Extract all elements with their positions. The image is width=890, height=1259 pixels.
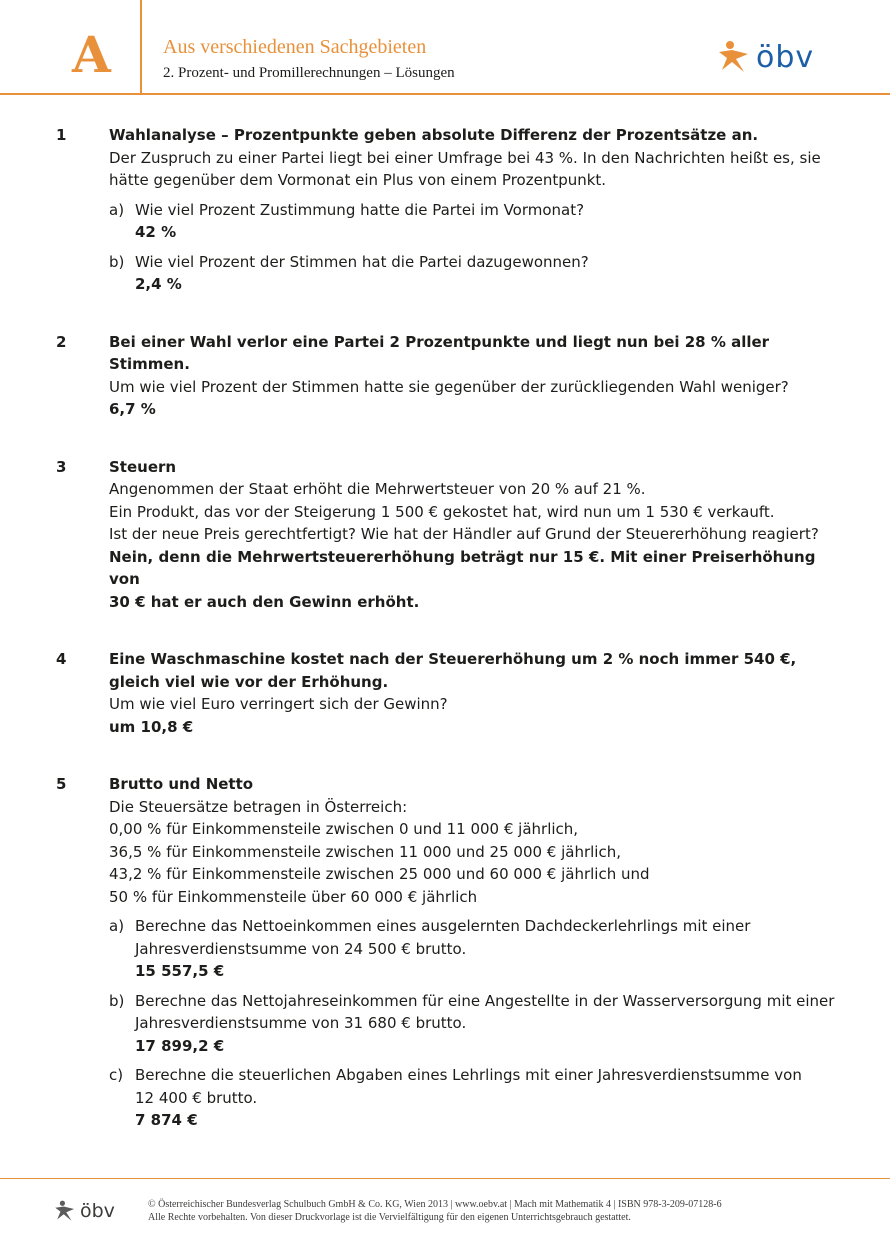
task-text-line: 50 % für Einkommensteile über 60 000 € jährlich (109, 887, 478, 906)
page-header (0, 0, 890, 95)
subtask-label: c) (109, 1066, 124, 1084)
subtask-answer: 2,4 % (135, 275, 182, 293)
task-text-line: Ein Produkt, das vor der Steigerung 1 500 € gekostet hat, wird nun um 1 530 € verkauft. (109, 502, 775, 521)
header-rule (0, 93, 890, 95)
task-text-line: hätte gegenüber dem Vormonat ein Plus von einem Prozentpunkt. (109, 171, 607, 189)
task-5 (0, 773, 890, 1132)
task-title-line: Eine Waschmaschine kostet nach der Steuererhöhung um 2 % noch immer 540 €, (109, 650, 797, 668)
subtask-question-line: Jahresverdienstsumme von 24 500 € brutto. (135, 939, 467, 958)
subtask-question-line: Berechne das Nettoeinkommen eines ausgelernten Dachdeckerlehrlings mit einer (135, 917, 751, 935)
task-3 (0, 456, 890, 614)
task-title: Bei einer Wahl verlor eine Partei 2 Prozentpunkte und liegt nun bei 28 % aller Stimmen. (109, 332, 770, 373)
footer-logo (54, 1200, 115, 1222)
chapter-title: Aus verschiedenen Sachgebieten (163, 36, 427, 58)
subtask-answer: 17 899,2 € (135, 1036, 225, 1055)
task-answer-line: 30 € hat er auch den Gewinn erhöht. (109, 592, 420, 611)
task-text-line: Die Steuersätze betragen in Österreich: (109, 797, 408, 816)
task-number: 4 (56, 650, 67, 668)
subtask-label: a) (109, 917, 125, 935)
task-number: 3 (56, 457, 67, 476)
subtask-b (109, 251, 839, 296)
task-question: Um wie viel Prozent der Stimmen hatte sie gegenüber der zurückliegenden Wahl weniger? (109, 377, 789, 396)
footer-logo-text: öbv (80, 1200, 115, 1222)
task-question: Um wie viel Euro verringert sich der Gewinn? (109, 695, 448, 713)
solutions-list (0, 120, 890, 1132)
task-number: 1 (56, 126, 67, 144)
task-title: Steuern (109, 457, 177, 476)
task-number: 2 (56, 332, 67, 351)
subtask-label: b) (109, 991, 125, 1010)
task-answer-line: Nein, denn die Mehrwertsteuererhöhung beträgt nur 15 €. Mit einer Preiserhöhung von (109, 547, 816, 588)
task-title-line: gleich viel wie vor der Erhöhung. (109, 672, 389, 691)
subtask-label: a) (109, 200, 125, 219)
chapter-letter: A (72, 25, 111, 84)
subtask-question-line: Jahresverdienstsumme von 31 680 € brutto. (135, 1014, 467, 1032)
subtask-question: Wie viel Prozent Zustimmung hatte die Partei im Vormonat? (135, 200, 585, 219)
task-text-line: 43,2 % für Einkommensteile zwischen 25 000 und 60 000 € jährlich und (109, 865, 650, 883)
subtask-label: b) (109, 252, 125, 271)
subtask-b (109, 990, 839, 1058)
rights-line: Alle Rechte vorbehalten. Von dieser Druckvorlage ist die Vervielfältigung für den eigenen Unterrichtsgebrauch gestattet. (148, 1212, 631, 1223)
task-text-line: Angenommen der Staat erhöht die Mehrwertsteuer von 20 % auf 21 %. (109, 480, 646, 498)
obv-star-icon (718, 40, 750, 74)
task-2 (0, 331, 890, 421)
header-divider (140, 0, 142, 94)
obv-star-icon (54, 1200, 76, 1222)
task-answer: 6,7 % (109, 400, 156, 418)
subtask-question-line: Berechne die steuerlichen Abgaben eines Lehrlings mit einer Jahresverdienstsumme von (135, 1066, 802, 1084)
subtask-a (109, 915, 839, 983)
task-4 (0, 648, 890, 738)
task-title: Wahlanalyse – Prozentpunkte geben absolute Differenz der Prozentsätze an. (109, 126, 759, 144)
logo-text: öbv (756, 39, 815, 75)
subtask-question-line: Berechne das Nettojahreseinkommen für eine Angestellte in der Wasserversorgung mit einer (135, 991, 835, 1010)
subtask-question: Wie viel Prozent der Stimmen hat die Partei dazugewonnen? (135, 252, 589, 271)
task-text-line: 0,00 % für Einkommensteile zwischen 0 und 11 000 € jährlich, (109, 820, 579, 838)
obv-logo (718, 40, 814, 74)
copyright-notice (148, 1198, 848, 1224)
subtask-question-line: 12 400 € brutto. (135, 1088, 258, 1107)
subtask-answer: 7 874 € (135, 1111, 198, 1129)
task-text-line: Der Zuspruch zu einer Partei liegt bei einer Umfrage bei 43 %. In den Nachrichten heißt es, sie (109, 148, 821, 167)
subtask-answer: 42 % (135, 223, 177, 241)
subtask-a (109, 199, 839, 244)
task-title: Brutto und Netto (109, 775, 254, 793)
task-text-line: 36,5 % für Einkommensteile zwischen 11 000 und 25 000 € jährlich, (109, 842, 621, 861)
subtask-answer: 15 557,5 € (135, 962, 225, 980)
task-number: 5 (56, 775, 67, 793)
subtask-c (109, 1064, 839, 1132)
task-answer: um 10,8 € (109, 717, 194, 736)
copyright-line: © Österreichischer Bundesverlag Schulbuch GmbH & Co. KG, Wien 2013 | www.oebv.at | Mach mit Mathematik 4 | ISBN 978-3-209-07128-6 (148, 1199, 722, 1210)
task-text-line: Ist der neue Preis gerechtfertigt? Wie hat der Händler auf Grund der Steuererhöhung reagiert? (109, 525, 819, 543)
task-1 (0, 124, 890, 296)
chapter-subtitle: 2. Prozent- und Promillerechnungen – Lösungen (163, 65, 455, 81)
footer-rule (0, 1178, 890, 1179)
